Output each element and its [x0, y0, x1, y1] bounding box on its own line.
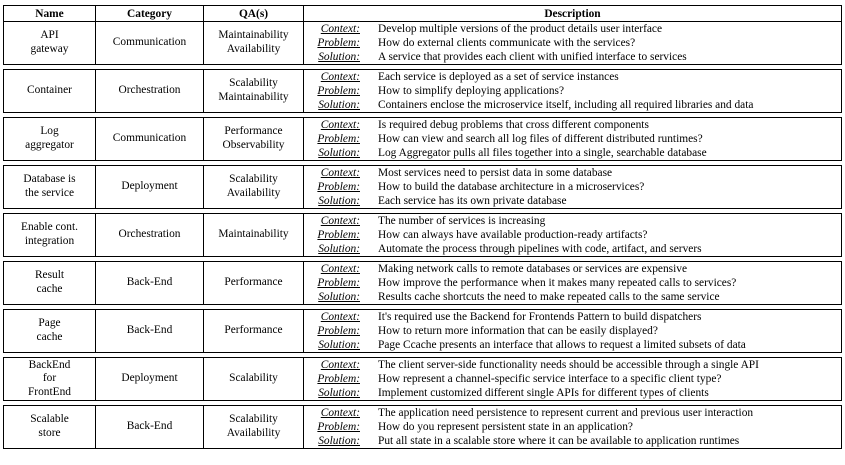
context-line	[304, 406, 841, 420]
context-line	[304, 166, 841, 180]
context-line	[304, 358, 841, 372]
context-text: Most services need to persist data in some database	[378, 167, 613, 179]
pattern-name: Scalable store	[4, 406, 96, 449]
problem-label: Problem:	[317, 325, 360, 337]
context-text: The client server-side functionality needs should be accessible through a single API	[378, 359, 759, 371]
table-row	[4, 358, 842, 401]
problem-label: Problem:	[317, 85, 360, 97]
solution-label: Solution:	[318, 195, 360, 207]
solution-line	[304, 338, 841, 352]
solution-text: Log Aggregator pulls all files together into a single, searchable database	[378, 147, 707, 159]
problem-text: How can view and search all log files of different distributed runtimes?	[378, 133, 703, 145]
pattern-category: Communication	[96, 118, 204, 161]
solution-text: Each service has its own private database	[378, 195, 567, 207]
context-line	[304, 118, 841, 132]
pattern-description	[304, 22, 842, 65]
pattern-description	[304, 406, 842, 449]
context-line	[304, 310, 841, 324]
problem-text: How do you represent persistent state in an application?	[378, 421, 633, 433]
context-label: Context:	[320, 407, 360, 419]
solution-line	[304, 194, 841, 208]
table-row	[4, 166, 842, 209]
solution-text: A service that provides each client with unified interface to services	[378, 51, 687, 63]
problem-text: How to return more information that can be easily displayed?	[378, 325, 658, 337]
problem-text: How can always have available production-ready artifacts?	[378, 229, 648, 241]
problem-line	[304, 228, 841, 242]
problem-text: How represent a channel-specific service interface to a specific client type?	[378, 373, 722, 385]
problem-line	[304, 84, 841, 98]
pattern-category: Back-End	[96, 310, 204, 353]
pattern-qa: Scalability	[204, 358, 304, 401]
pattern-category: Orchestration	[96, 70, 204, 113]
table-row	[4, 70, 842, 113]
pattern-description	[304, 262, 842, 305]
context-line	[304, 70, 841, 84]
problem-text: How to build the database architecture in a microservices?	[378, 181, 645, 193]
header-description: Description	[304, 6, 842, 22]
solution-label: Solution:	[318, 243, 360, 255]
problem-line	[304, 180, 841, 194]
context-line	[304, 214, 841, 228]
solution-text: Page Ccache presents an interface that allows to request a limited subsets of data	[378, 339, 746, 351]
header-row	[4, 6, 842, 22]
context-text: Develop multiple versions of the product details user interface	[378, 23, 663, 35]
table-row	[4, 22, 842, 65]
table-row	[4, 214, 842, 257]
solution-text: Automate the process through pipelines with code, artifact, and servers	[378, 243, 702, 255]
pattern-qa: Scalability Maintainability	[204, 70, 304, 113]
context-text: The application need persistence to represent current and previous user interaction	[378, 407, 754, 419]
context-label: Context:	[320, 119, 360, 131]
pattern-category: Deployment	[96, 166, 204, 209]
pattern-category: Back-End	[96, 262, 204, 305]
pattern-category: Communication	[96, 22, 204, 65]
pattern-qa: Performance	[204, 310, 304, 353]
solution-line	[304, 146, 841, 160]
problem-label: Problem:	[317, 229, 360, 241]
problem-line	[304, 324, 841, 338]
problem-label: Problem:	[317, 421, 360, 433]
context-label: Context:	[320, 23, 360, 35]
problem-label: Problem:	[317, 37, 360, 49]
context-text: Each service is deployed as a set of service instances	[378, 71, 619, 83]
table-body	[4, 22, 842, 449]
pattern-category: Back-End	[96, 406, 204, 449]
table-row	[4, 118, 842, 161]
solution-label: Solution:	[318, 99, 360, 111]
pattern-name: API gateway	[4, 22, 96, 65]
problem-line	[304, 276, 841, 290]
pattern-qa: Maintainability	[204, 214, 304, 257]
problem-line	[304, 36, 841, 50]
context-line	[304, 22, 841, 36]
context-text: The number of services is increasing	[378, 215, 546, 227]
problem-text: How to simplify deploying applications?	[378, 85, 565, 97]
pattern-description	[304, 310, 842, 353]
solution-line	[304, 434, 841, 448]
problem-text: How do external clients communicate with the services?	[378, 37, 636, 49]
problem-line	[304, 372, 841, 386]
solution-line	[304, 242, 841, 256]
pattern-description	[304, 118, 842, 161]
solution-label: Solution:	[318, 387, 360, 399]
context-label: Context:	[320, 359, 360, 371]
pattern-description	[304, 70, 842, 113]
pattern-name: Page cache	[4, 310, 96, 353]
problem-label: Problem:	[317, 181, 360, 193]
pattern-qa: Scalability Availability	[204, 166, 304, 209]
context-text: Is required debug problems that cross different components	[378, 119, 649, 131]
context-line	[304, 262, 841, 276]
pattern-name: Result cache	[4, 262, 96, 305]
pattern-name: Enable cont. integration	[4, 214, 96, 257]
pattern-name: BackEnd for FrontEnd	[4, 358, 96, 401]
context-label: Context:	[320, 215, 360, 227]
solution-line	[304, 50, 841, 64]
pattern-description	[304, 358, 842, 401]
context-label: Context:	[320, 311, 360, 323]
pattern-category: Orchestration	[96, 214, 204, 257]
solution-label: Solution:	[318, 339, 360, 351]
pattern-name: Container	[4, 70, 96, 113]
pattern-name: Log aggregator	[4, 118, 96, 161]
pattern-qa: Maintainability Availability	[204, 22, 304, 65]
solution-text: Implement customized different single APIs for different types of clients	[378, 387, 709, 399]
table-row	[4, 406, 842, 449]
pattern-name: Database is the service	[4, 166, 96, 209]
problem-text: How improve the performance when it makes many repeated calls to services?	[378, 277, 737, 289]
solution-text: Containers enclose the microservice itself, including all required libraries and data	[378, 99, 754, 111]
solution-line	[304, 386, 841, 400]
pattern-qa: Performance Observability	[204, 118, 304, 161]
solution-text: Results cache shortcuts the need to make repeated calls to the same service	[378, 291, 720, 303]
pattern-category: Deployment	[96, 358, 204, 401]
solution-label: Solution:	[318, 51, 360, 63]
context-label: Context:	[320, 71, 360, 83]
problem-label: Problem:	[317, 373, 360, 385]
solution-text: Put all state in a scalable store where it can be available to application runtimes	[378, 435, 740, 447]
context-text: It's required use the Backend for Frontends Pattern to build dispatchers	[378, 311, 702, 323]
header-name: Name	[4, 6, 96, 22]
patterns-table	[3, 5, 842, 449]
solution-label: Solution:	[318, 147, 360, 159]
problem-line	[304, 420, 841, 434]
pattern-qa: Scalability Availability	[204, 406, 304, 449]
table-row	[4, 262, 842, 305]
pattern-qa: Performance	[204, 262, 304, 305]
header-category: Category	[96, 6, 204, 22]
table-row	[4, 310, 842, 353]
problem-line	[304, 132, 841, 146]
context-label: Context:	[320, 167, 360, 179]
solution-label: Solution:	[318, 435, 360, 447]
context-text: Making network calls to remote databases or services are expensive	[378, 263, 688, 275]
problem-label: Problem:	[317, 277, 360, 289]
pattern-description	[304, 166, 842, 209]
header-qa: QA(s)	[204, 6, 304, 22]
context-label: Context:	[320, 263, 360, 275]
pattern-description	[304, 214, 842, 257]
solution-line	[304, 98, 841, 112]
solution-label: Solution:	[318, 291, 360, 303]
problem-label: Problem:	[317, 133, 360, 145]
solution-line	[304, 290, 841, 304]
